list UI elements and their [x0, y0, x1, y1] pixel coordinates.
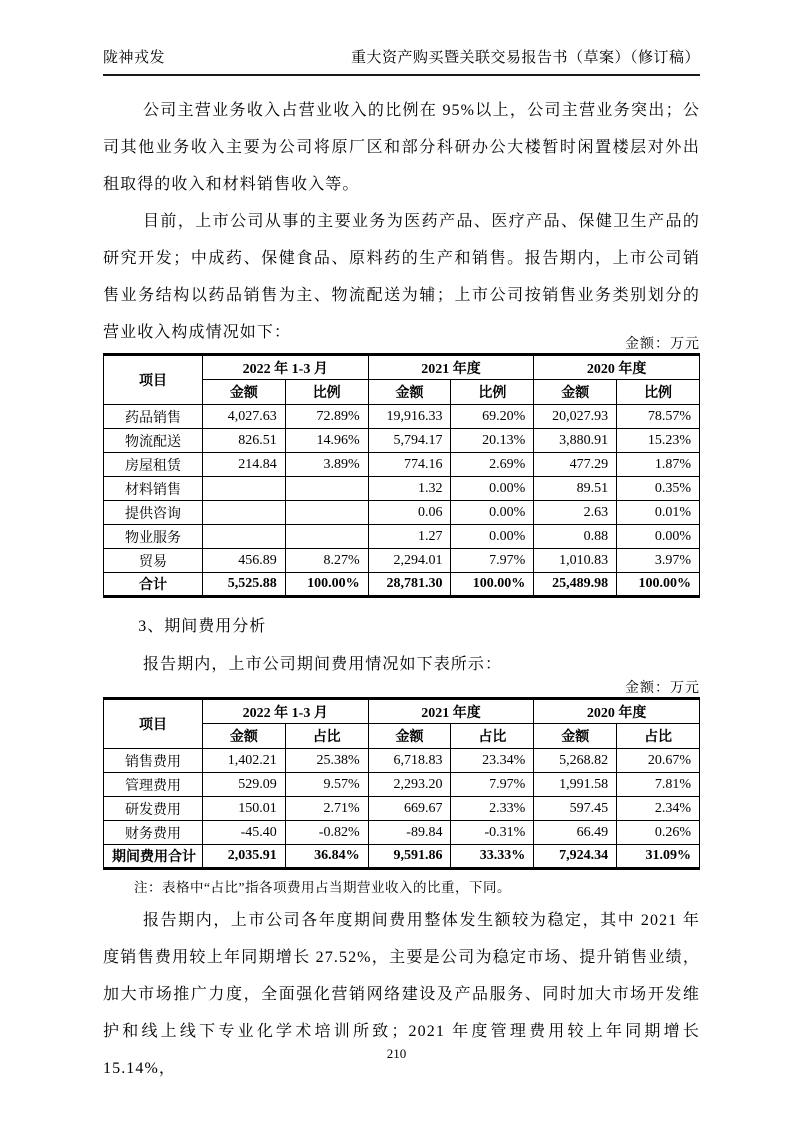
- table-row: [104, 749, 700, 773]
- cell-value: 529.09: [202, 773, 285, 797]
- cell-value: 9,591.86: [368, 845, 451, 869]
- cell-value: [285, 525, 368, 549]
- col-subheader-ratio: 占比: [285, 724, 368, 749]
- cell-value: 0.88: [534, 525, 617, 549]
- cell-value: 33.33%: [451, 845, 534, 869]
- table-row: [104, 525, 700, 549]
- cell-value: 2.34%: [617, 797, 700, 821]
- col-header-period-2020: 2020 年度: [534, 355, 700, 380]
- cell-value: 2.33%: [451, 797, 534, 821]
- section-heading-expense-analysis: 3、期间费用分析: [138, 618, 267, 635]
- cell-value: 5,794.17: [368, 429, 451, 453]
- cell-value: 3,880.91: [534, 429, 617, 453]
- table-row: [104, 477, 700, 501]
- row-label: 期间费用合计: [104, 845, 203, 869]
- paragraph-expense-intro: 报告期内，上市公司期间费用情况如下表所示：: [143, 656, 503, 673]
- page-content: [103, 0, 700, 1087]
- header-doc-title: 重大资产购买暨关联交易报告书（草案）（修订稿）: [350, 50, 700, 66]
- table-row: [104, 845, 700, 869]
- table-row: [104, 773, 700, 797]
- cell-value: [202, 525, 285, 549]
- cell-value: 1.87%: [617, 453, 700, 477]
- cell-value: 7.81%: [617, 773, 700, 797]
- cell-value: [202, 477, 285, 501]
- col-header-period-2021: 2021 年度: [368, 355, 534, 380]
- cell-value: 100.00%: [285, 573, 368, 597]
- cell-value: 597.45: [534, 797, 617, 821]
- col-subheader-amount: 金额: [202, 380, 285, 405]
- cell-value: 8.27%: [285, 549, 368, 573]
- cell-value: 150.01: [202, 797, 285, 821]
- table-header-row: [104, 699, 700, 724]
- col-header-period-2022: 2022 年 1-3 月: [202, 355, 368, 380]
- col-header-item: 项目: [104, 699, 203, 749]
- cell-value: 78.57%: [617, 405, 700, 429]
- table-row: [104, 797, 700, 821]
- row-label: 研发费用: [104, 797, 203, 821]
- cell-value: 0.01%: [617, 501, 700, 525]
- col-header-item: 项目: [104, 355, 203, 405]
- col-subheader-ratio: 比例: [617, 380, 700, 405]
- cell-value: 456.89: [202, 549, 285, 573]
- cell-value: 2,293.20: [368, 773, 451, 797]
- cell-value: [285, 477, 368, 501]
- cell-value: 5,268.82: [534, 749, 617, 773]
- cell-value: 3.89%: [285, 453, 368, 477]
- cell-value: 36.84%: [285, 845, 368, 869]
- table-row: [104, 405, 700, 429]
- cell-value: 20.67%: [617, 749, 700, 773]
- cell-value: 214.84: [202, 453, 285, 477]
- header-company-name: 陇神戎发: [103, 50, 166, 66]
- row-label: 药品销售: [104, 405, 203, 429]
- cell-value: 0.35%: [617, 477, 700, 501]
- row-label: 销售费用: [104, 749, 203, 773]
- col-subheader-amount: 金额: [368, 724, 451, 749]
- cell-value: 3.97%: [617, 549, 700, 573]
- col-subheader-ratio: 占比: [451, 724, 534, 749]
- page-number: 210: [386, 1046, 407, 1061]
- col-subheader-ratio: 占比: [617, 724, 700, 749]
- col-subheader-amount: 金额: [368, 380, 451, 405]
- table-row: [104, 549, 700, 573]
- cell-value: 2.69%: [451, 453, 534, 477]
- table-header-row: [104, 355, 700, 380]
- cell-value: 0.06: [368, 501, 451, 525]
- cell-value: 2,294.01: [368, 549, 451, 573]
- row-label: 材料销售: [104, 477, 203, 501]
- row-label: 管理费用: [104, 773, 203, 797]
- period-expense-table: [103, 697, 700, 870]
- cell-value: 2.71%: [285, 797, 368, 821]
- table-row: [104, 501, 700, 525]
- cell-value: 1.32: [368, 477, 451, 501]
- cell-value: 28,781.30: [368, 573, 451, 597]
- table-note: 注：表格中“占比”指各项费用占当期营业收入的比重，下同。: [134, 880, 512, 895]
- cell-value: 0.00%: [451, 477, 534, 501]
- cell-value: 4,027.63: [202, 405, 285, 429]
- cell-value: 1.27: [368, 525, 451, 549]
- cell-value: [285, 501, 368, 525]
- cell-value: 15.23%: [617, 429, 700, 453]
- cell-value: 2.63: [534, 501, 617, 525]
- cell-value: 477.29: [534, 453, 617, 477]
- cell-value: -0.31%: [451, 821, 534, 845]
- cell-value: 25,489.98: [534, 573, 617, 597]
- cell-value: 100.00%: [451, 573, 534, 597]
- paragraph-expense-analysis: 报告期内，上市公司各年度期间费用整体发生额较为稳定，其中 2021 年度销售费用较上年同期增长 27.52%，主要是公司为稳定市场、提升销售业绩，加大市场推广力度，全面强化营销网络建设及产品服务、同时加大市场开发维护和线上线下专业化学术培训所致；2021 年度管理费用较上年同期增长 15.14%，: [103, 912, 700, 1077]
- col-header-period-2021: 2021 年度: [368, 699, 534, 724]
- cell-value: 89.51: [534, 477, 617, 501]
- col-header-period-2020: 2020 年度: [534, 699, 700, 724]
- table-row: [104, 573, 700, 597]
- paragraph-main-business: 公司主营业务收入占营业收入的比例在 95%以上，公司主营业务突出；公司其他业务收入主要为公司将原厂区和部分科研办公大楼暂时闲置楼层对外出租取得的收入和材料销售收入等。: [103, 102, 700, 193]
- cell-value: 7,924.34: [534, 845, 617, 869]
- col-subheader-amount: 金额: [534, 724, 617, 749]
- cell-value: 1,010.83: [534, 549, 617, 573]
- cell-value: 0.26%: [617, 821, 700, 845]
- cell-value: 6,718.83: [368, 749, 451, 773]
- col-subheader-amount: 金额: [202, 724, 285, 749]
- row-label: 物业服务: [104, 525, 203, 549]
- cell-value: 669.67: [368, 797, 451, 821]
- cell-value: 9.57%: [285, 773, 368, 797]
- cell-value: 19,916.33: [368, 405, 451, 429]
- page-header: [103, 46, 700, 76]
- cell-value: 72.89%: [285, 405, 368, 429]
- cell-value: 31.09%: [617, 845, 700, 869]
- cell-value: -45.40: [202, 821, 285, 845]
- row-label: 提供咨询: [104, 501, 203, 525]
- row-label: 财务费用: [104, 821, 203, 845]
- cell-value: 25.38%: [285, 749, 368, 773]
- table-row: [104, 429, 700, 453]
- cell-value: 1,991.58: [534, 773, 617, 797]
- table-row: [104, 453, 700, 477]
- col-header-period-2022: 2022 年 1-3 月: [202, 699, 368, 724]
- cell-value: -89.84: [368, 821, 451, 845]
- cell-value: 5,525.88: [202, 573, 285, 597]
- cell-value: 2,035.91: [202, 845, 285, 869]
- revenue-by-category-table: [103, 353, 700, 598]
- cell-value: 7.97%: [451, 773, 534, 797]
- cell-value: 826.51: [202, 429, 285, 453]
- cell-value: [202, 501, 285, 525]
- row-label: 物流配送: [104, 429, 203, 453]
- cell-value: 69.20%: [451, 405, 534, 429]
- cell-value: 66.49: [534, 821, 617, 845]
- cell-value: 0.00%: [617, 525, 700, 549]
- row-label: 合计: [104, 573, 203, 597]
- cell-value: 20,027.93: [534, 405, 617, 429]
- row-label: 贸易: [104, 549, 203, 573]
- col-subheader-ratio: 比例: [451, 380, 534, 405]
- cell-value: 0.00%: [451, 501, 534, 525]
- unit-label-revenue: 金额：万元: [625, 337, 700, 352]
- row-label: 房屋租赁: [104, 453, 203, 477]
- paragraph-business-structure: 目前，上市公司从事的主要业务为医药产品、医疗产品、保健卫生产品的研究开发；中成药、保健食品、原料药的生产和销售。报告期内，上市公司销售业务结构以药品销售为主、物流配送为辅；上市公司按销售业务类别划分的营业收入构成情况如下：: [103, 213, 700, 341]
- col-subheader-ratio: 比例: [285, 380, 368, 405]
- cell-value: 14.96%: [285, 429, 368, 453]
- cell-value: 23.34%: [451, 749, 534, 773]
- col-subheader-amount: 金额: [534, 380, 617, 405]
- cell-value: 0.00%: [451, 525, 534, 549]
- cell-value: -0.82%: [285, 821, 368, 845]
- cell-value: 20.13%: [451, 429, 534, 453]
- cell-value: 774.16: [368, 453, 451, 477]
- cell-value: 1,402.21: [202, 749, 285, 773]
- unit-label-expense: 金额：万元: [625, 681, 700, 696]
- cell-value: 100.00%: [617, 573, 700, 597]
- table-row: [104, 821, 700, 845]
- cell-value: 7.97%: [451, 549, 534, 573]
